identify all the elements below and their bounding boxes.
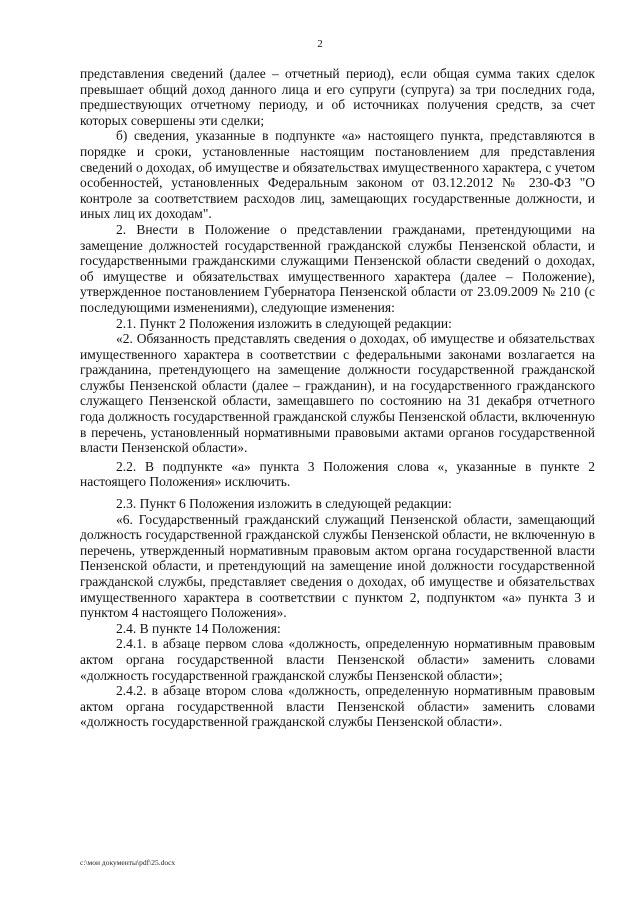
paragraph-item-2-4: 2.4. В пункте 14 Положения: [116,620,281,636]
paragraph-quoted-point-6: «6. Государственный гражданский служащий Пензенской области, замещающий должность государственной гражданской службы Пензенской области, не включенную в перечень, утвержденный нормативным правовым актом органа государственной власти Пензенской области, и претендующий на замещение иной должности государственной гражданской службы, представляет сведения о доходах, об имуществе и обязательствах имущественного характера в соответствии с пунктом 2, подпунктом «а» пункта 3 и пунктом 4 настоящего Положения». [80,511,595,621]
document-body [80,66,595,730]
paragraph-quoted-point-2: «2. Обязанность представлять сведения о доходах, об имуществе и обязательствах имущественного характера в соответствии с федеральными законами возлагается на гражданина, претендующего на замещение должности государственной гражданской службы Пензенской области (далее – гражданин), и на государственного гражданского служащего Пензенской области, замещавшего по состоянию на 31 декабря отчетного года должность государственной гражданской службы Пензенской области, включенную в перечень, установленный нормативными правовыми актами органов государственной власти Пензенской области». [80,331,595,456]
paragraph-item-2-3: 2.3. Пункт 6 Положения изложить в следующей редакции: [116,496,452,512]
paragraph-item-2-2: 2.2. В подпункте «а» пункта 3 Положения слова «, указанные в пункте 2 настоящего Положения» исключить. [80,458,595,490]
page-number: 2 [317,38,323,50]
paragraph-subitem-b: б) сведения, указанные в подпункте «а» настоящего пункта, представляются в порядке и сроки, установленные настоящим постановлением для представления сведений о доходах, об имуществе и обязательствах имущественного характера, с учетом особенностей, установленных Федеральным законом от 03.12.2012 № 230-ФЗ "О контроле за соответствием расходов лиц, замещающих государственные должности, и иных лиц их доходам". [80,128,595,222]
paragraph-item-2: 2. Внести в Положение о представлении гражданами, претендующими на замещение должностей государственной гражданской службы Пензенской области, и государственными гражданскими служащими Пензенской области сведений о доходах, об имуществе и обязательствах имущественного характера (далее – Положение), утвержденное постановлением Губернатора Пензенской области от 23.09.2009 № 210 (с последующими изменениями), следующие изменения: [80,221,595,315]
paragraph-item-2-1: 2.1. Пункт 2 Положения изложить в следующей редакции: [116,315,452,331]
paragraph-item-2-4-1: 2.4.1. в абзаце первом слова «должность, определенную нормативным правовым актом органа государственной власти Пензенской области» заменить словами «должность государственной гражданской службы Пензенской области»; [80,636,595,683]
paragraph-item-2-4-2: 2.4.2. в абзаце втором слова «должность, определенную нормативным правовым актом органа государственной власти Пензенской области» заменить словами «должность государственной гражданской службы Пензенской области». [80,683,595,730]
footer-file-path: c:\мои документы\pdf\25.docx [80,858,176,867]
paragraph-continuation: представления сведений (далее – отчетный период), если общая сумма таких сделок превышает общий доход данного лица и его супруги (супруга) за три последних года, предшествующих отчетному периоду, и об источниках получения средств, за счет которых совершены эти сделки; [80,66,595,128]
